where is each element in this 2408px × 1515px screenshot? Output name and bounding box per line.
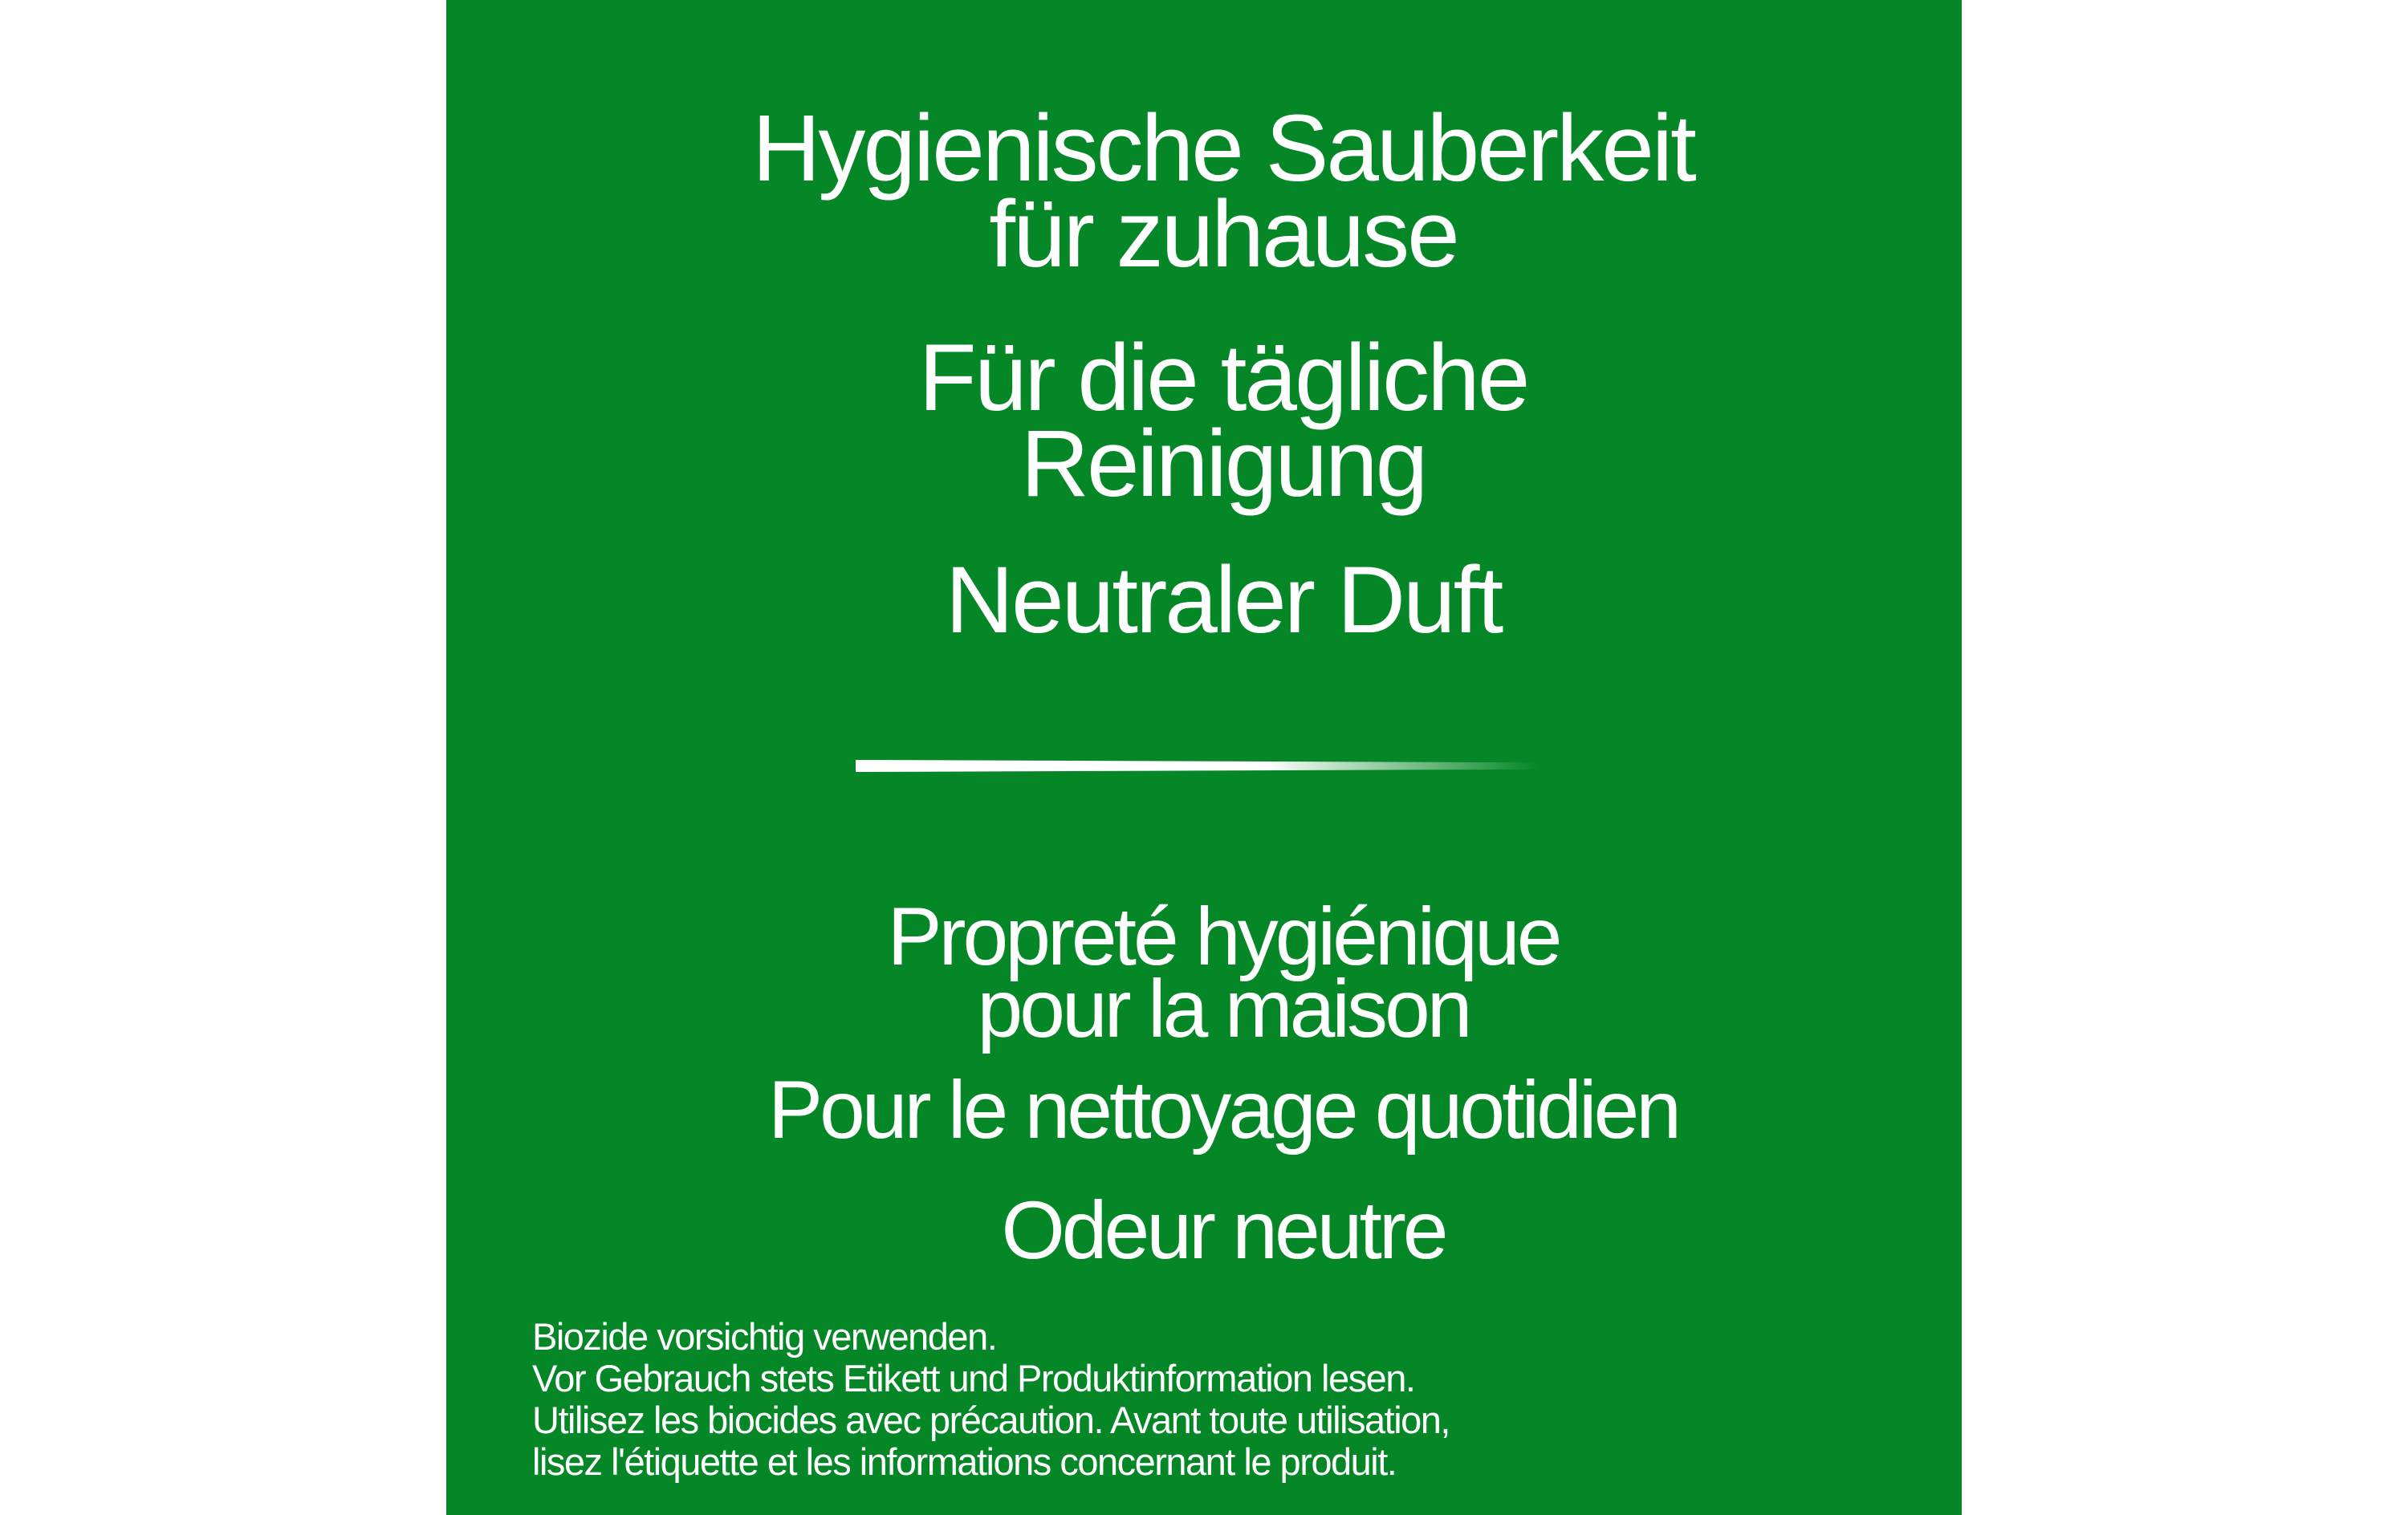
fr-headline-line2: pour la maison: [977, 963, 1470, 1054]
de-subline: [466, 325, 1981, 517]
disclaimer-line2: Vor Gebrauch stets Etikett und Produktinformation lesen.: [532, 1357, 1415, 1399]
fr-headline-line1: Propreté hygiénique: [887, 891, 1560, 982]
disclaimer-line3: Utilisez les biocides avec précaution. Avant toute utilisation,: [532, 1399, 1450, 1441]
de-headline-line2: für zuhause: [989, 181, 1458, 287]
label-panel: [446, 0, 1962, 1515]
de-subline-line1: Für die tägliche: [918, 325, 1528, 431]
disclaimer-line4: lisez l'étiquette et les informations concernant le produit.: [532, 1440, 1397, 1483]
de-scent-text: Neutraler Duft: [945, 547, 1502, 653]
de-headline: [466, 95, 1981, 287]
fading-divider-line: [856, 760, 1538, 772]
fr-scent: [466, 1184, 1981, 1276]
disclaimer-line1: Biozide vorsichtig verwenden.: [532, 1315, 997, 1358]
fr-subline-text: Pour le nettoyage quotidien: [768, 1064, 1678, 1156]
fr-headline: [466, 891, 1981, 1054]
de-scent: [466, 547, 1981, 653]
de-subline-line2: Reinigung: [1020, 411, 1426, 517]
fr-scent-text: Odeur neutre: [1001, 1184, 1446, 1276]
de-headline-line1: Hygienische Sauberkeit: [752, 95, 1694, 201]
fr-subline: [466, 1064, 1981, 1156]
biocide-disclaimer: [532, 1316, 1450, 1483]
